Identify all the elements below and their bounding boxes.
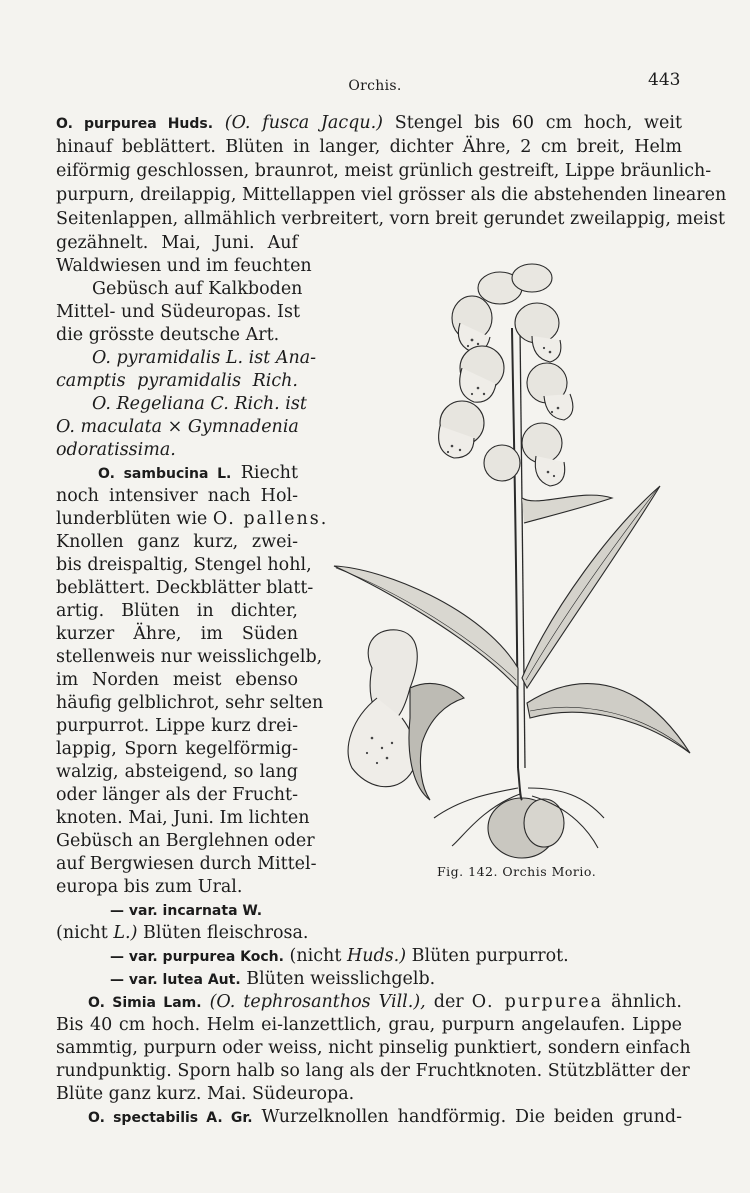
text-line: Seitenlappen, allmählich verbreitert, vorn breit gerundet zweilappig, meist bbox=[56, 209, 726, 229]
text-line: O. Simia Lam. (O. tephrosanthos Vill.), der O. purpurea ähnlich. bbox=[88, 992, 682, 1012]
text-line: O. Regeliana C. Rich. ist bbox=[92, 394, 307, 414]
text-line: häufig gelblichrot, sehr selten bbox=[56, 693, 324, 713]
text-line: Waldwiesen und im feuchten bbox=[56, 256, 312, 276]
text-line: O. maculata × Gymnadenia bbox=[56, 417, 299, 437]
variety-name: — var. purpurea Koch. bbox=[110, 949, 284, 965]
variety-name: — var. incarnata W. bbox=[110, 903, 263, 919]
text-line: eiförmig geschlossen, braunrot, meist grünlich gestreift, Lippe bräunlich- bbox=[56, 161, 712, 181]
text-line: lappig, Sporn kegelförmig- bbox=[56, 739, 298, 759]
text-line: oder länger als der Frucht- bbox=[56, 785, 298, 805]
text-line: artig. Blüten in dichter, bbox=[56, 601, 298, 621]
text-line: O. pyramidalis L. ist Ana- bbox=[92, 348, 317, 368]
text-line: Bis 40 cm hoch. Helm ei-lanzettlich, grau, purpurn angelaufen. Lippe bbox=[56, 1015, 682, 1035]
synonym: (O. tephrosanthos Vill.), bbox=[209, 992, 426, 1012]
text-line: Gebüsch an Berglehnen oder bbox=[56, 831, 315, 851]
species-name: O. spectabilis A. Gr. bbox=[88, 1110, 253, 1126]
text-line: sammtig, purpurn oder weiss, nicht pinselig punktiert, sondern einfach bbox=[56, 1038, 691, 1058]
text-line: lunderblüten wie O. pallens. bbox=[56, 509, 329, 529]
text-line: auf Bergwiesen durch Mittel- bbox=[56, 854, 317, 874]
orchis-morio-illustration bbox=[322, 248, 702, 868]
text-line: Blüte ganz kurz. Mai. Südeuropa. bbox=[56, 1084, 355, 1104]
flower-spike bbox=[439, 264, 573, 486]
text-line: (nicht L.) Blüten fleischrosa. bbox=[56, 923, 309, 943]
text-line: die grösste deutsche Art. bbox=[56, 325, 280, 345]
text-line: walzig, absteigend, so lang bbox=[56, 762, 298, 782]
species-name: O. Simia Lam. bbox=[88, 995, 202, 1011]
text-line: Knollen ganz kurz, zwei- bbox=[56, 532, 298, 552]
text-line bbox=[110, 899, 262, 922]
text-line: rundpunktig. Sporn halb so lang als der Fruchtknoten. Stützblätter der bbox=[56, 1061, 690, 1081]
species-ref: O. purpurea bbox=[471, 992, 604, 1012]
leaf bbox=[522, 495, 612, 523]
text-line: hinauf beblättert. Blüten in langer, dichter Ähre, 2 cm breit, Helm bbox=[56, 137, 682, 157]
text-line: gezähnelt. Mai, Juni. Auf bbox=[56, 233, 298, 253]
synonym: (O. fusca Jacqu.) bbox=[224, 113, 384, 133]
text-line: noch intensiver nach Hol- bbox=[56, 486, 298, 506]
text-line: odoratissima. bbox=[56, 440, 176, 460]
text-line: knoten. Mai, Juni. Im lichten bbox=[56, 808, 310, 828]
text-line: stellenweis nur weisslichgelb, bbox=[56, 647, 323, 667]
text-line: camptis pyramidalis Rich. bbox=[56, 371, 298, 391]
text-line: — var. lutea Aut. Blüten weisslichgelb. bbox=[110, 969, 436, 989]
text-line: bis dreispaltig, Stengel hohl, bbox=[56, 555, 312, 575]
species-name: O. purpurea Huds. bbox=[56, 116, 214, 132]
running-head: Orchis. bbox=[348, 78, 402, 94]
flower-detail bbox=[348, 630, 464, 800]
text-line: O. spectabilis A. Gr. Wurzelknollen handförmig. Die beiden grund- bbox=[88, 1107, 682, 1127]
text-line: Gebüsch auf Kalkboden bbox=[92, 279, 303, 299]
text-line: — var. purpurea Koch. (nicht Huds.) Blüten purpurrot. bbox=[110, 946, 569, 966]
text-line: purpurrot. Lippe kurz drei- bbox=[56, 716, 298, 736]
figure-caption: Fig. 142. Orchis Morio. bbox=[437, 864, 597, 879]
stem bbox=[512, 328, 518, 768]
page-number: 443 bbox=[648, 70, 681, 90]
variety-name: — var. lutea Aut. bbox=[110, 972, 241, 988]
text-line: purpurn, dreilappig, Mittellappen viel grösser als die abstehenden linearen bbox=[56, 185, 727, 205]
text-line: im Norden meist ebenso bbox=[56, 670, 298, 690]
text-line: O. purpurea Huds. (O. fusca Jacqu.) Stengel bis 60 cm hoch, weit bbox=[56, 113, 682, 133]
species-name: O. sambucina L. bbox=[98, 466, 232, 482]
species-ref: O. pallens. bbox=[212, 509, 329, 529]
text-line: beblättert. Deckblätter blatt- bbox=[56, 578, 314, 598]
text-line: O. sambucina L. Riecht bbox=[98, 463, 298, 483]
text-line: kurzer Ähre, im Süden bbox=[56, 624, 298, 644]
leaf bbox=[334, 566, 518, 688]
text-line: Mittel- und Südeuropas. Ist bbox=[56, 302, 300, 322]
leaf bbox=[527, 684, 690, 753]
text-line: europa bis zum Ural. bbox=[56, 877, 243, 897]
